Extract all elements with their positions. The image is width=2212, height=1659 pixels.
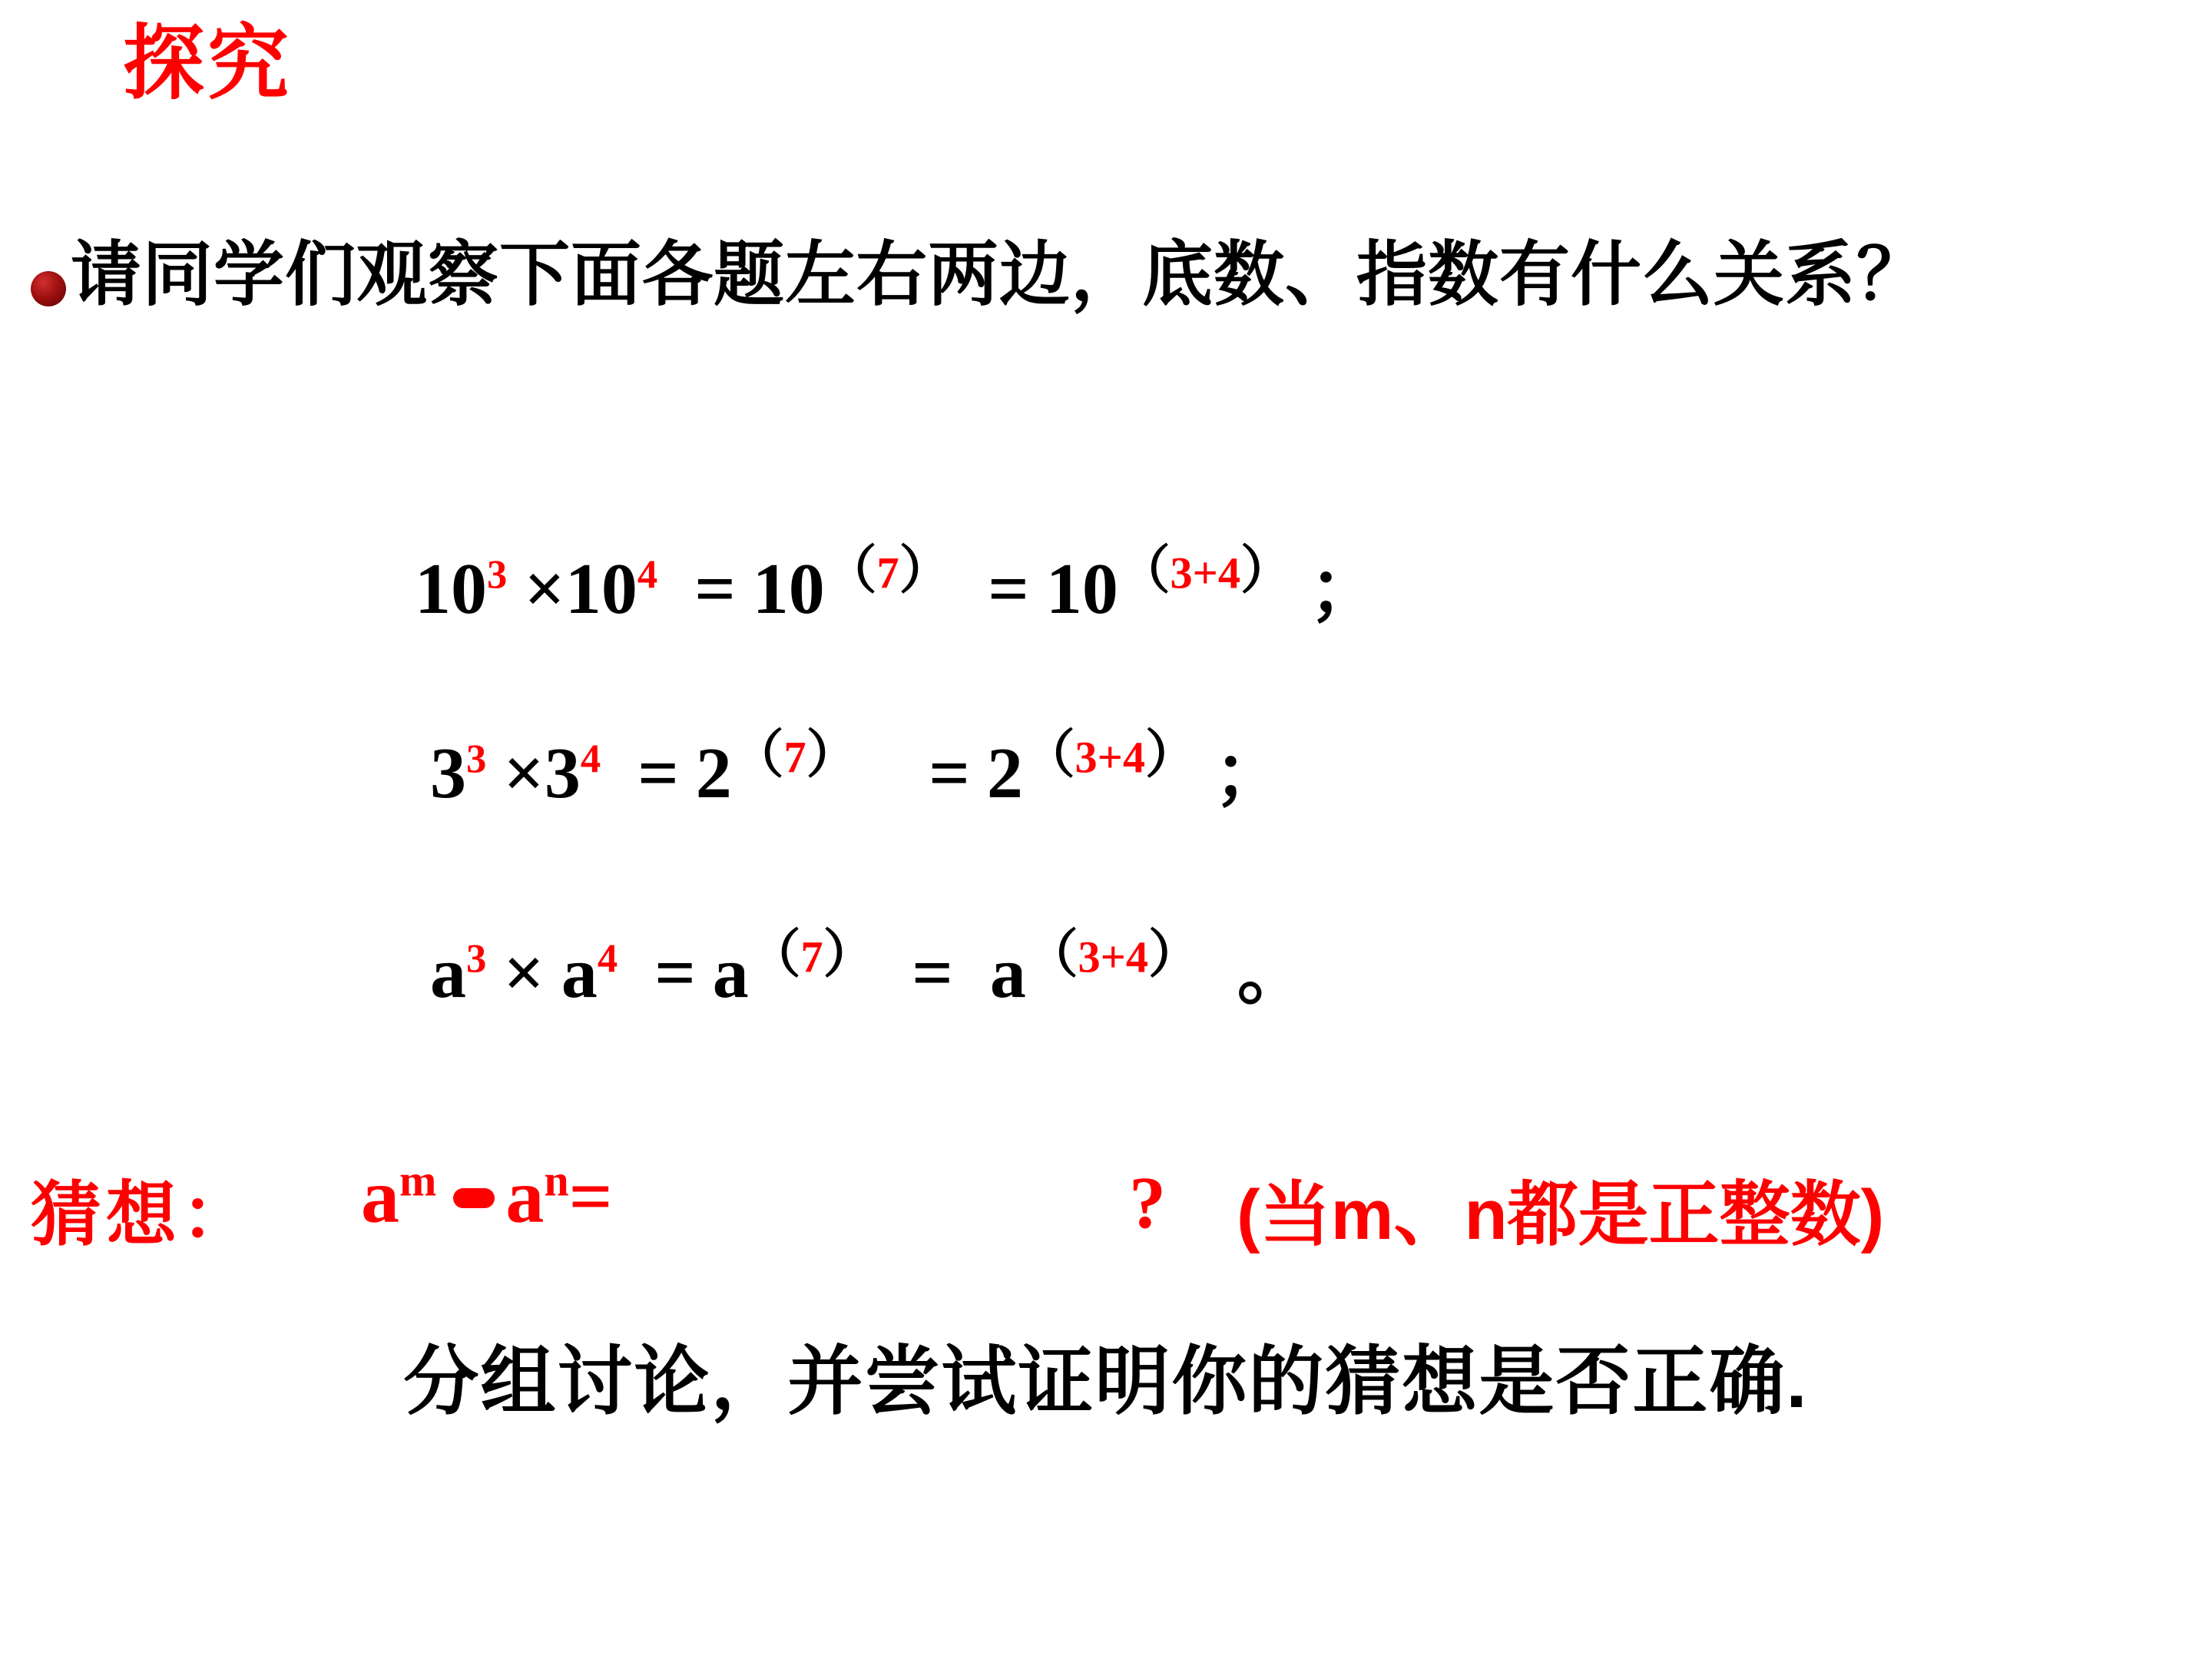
bullet-sphere-icon [31,271,66,306]
eq1-equals-2: = [988,549,1029,629]
eq2-exp-a: 3 [466,737,487,782]
eq2-paren2-close: ） [1144,726,1197,784]
footer-instruction: 分组讨论，并尝试证明你的猜想是否正确. [403,1339,1809,1423]
eq2-result-base-2: 2 [986,733,1023,813]
page-title: 探究 [123,18,292,109]
eq1-paren-open: （ [824,541,877,600]
eq2-equals-1: = [637,733,679,813]
equation-row-1 [415,530,1382,634]
guess-base-2: a [505,1154,545,1239]
eq3-times: × [503,933,545,1013]
eq1-paren-close: ） [899,541,952,600]
eq2-answer-1: 7 [783,732,806,783]
eq1-terminator: ； [1309,549,1382,629]
conjecture-row [23,1152,2189,1252]
question-block [31,230,2189,321]
eq3-equals-2: = [912,933,953,1013]
eq3-answer-1: 7 [800,932,823,982]
multiply-dot-icon [453,1188,495,1208]
guess-base-1: a [361,1154,399,1239]
eq3-base-b: a [561,933,598,1013]
conjecture-formula [361,1152,613,1240]
eq2-base-b: 3 [544,733,581,813]
eq2-times: × [503,733,545,813]
eq3-exp-b: 4 [597,936,618,982]
eq1-result-base-2: 10 [1045,549,1118,629]
eq3-paren-open: （ [748,926,801,984]
conjecture-condition: (当m、n都是正整数) [1237,1176,1885,1254]
eq3-base-a: a [430,933,466,1013]
eq1-exp-a: 3 [487,552,508,598]
eq1-base-b: 10 [565,549,637,629]
eq1-times: × [524,549,565,629]
eq3-result-base-1: a [712,933,749,1013]
question-text: 请同学们观察下面各题左右两边，底数、指数有什么关系？ [71,236,1929,314]
guess-exp-1: m [399,1155,437,1206]
eq1-equals-1: = [694,549,736,629]
eq1-answer-1: 7 [876,548,899,598]
eq2-paren2-open: （ [1022,726,1075,784]
eq2-result-base-1: 2 [695,733,732,813]
eq3-equals-1: = [654,933,696,1013]
eq3-paren2-close: ） [1147,926,1200,984]
eq2-paren-close: ） [806,726,859,784]
eq3-paren2-open: （ [1025,926,1078,984]
eq1-paren2-open: （ [1118,541,1171,600]
eq1-answer-2: 3+4 [1170,548,1240,598]
eq3-paren-close: ） [823,926,876,984]
eq3-answer-2: 3+4 [1078,932,1148,982]
conjecture-question-mark: ? [1129,1161,1166,1243]
eq1-exp-b: 4 [637,552,658,598]
equation-row-3 [430,914,1310,1018]
eq2-exp-b: 4 [580,737,601,782]
eq1-result-base-1: 10 [752,549,825,629]
eq3-terminator: 。 [1237,933,1310,1013]
eq2-paren-open: （ [731,726,784,784]
eq2-equals-2: = [929,733,970,813]
eq1-paren2-close: ） [1240,541,1293,600]
eq2-terminator: ； [1214,733,1286,813]
eq2-answer-2: 3+4 [1075,732,1145,783]
eq1-base-a: 10 [415,549,487,629]
equation-row-2 [430,714,1286,818]
guess-exp-2: n [544,1155,569,1206]
conjecture-label: 猜想： [31,1176,257,1254]
eq2-base-a: 3 [430,733,466,813]
guess-equals: = [568,1154,613,1239]
eq3-result-base-2: a [989,933,1026,1013]
eq3-exp-a: 3 [466,936,487,982]
